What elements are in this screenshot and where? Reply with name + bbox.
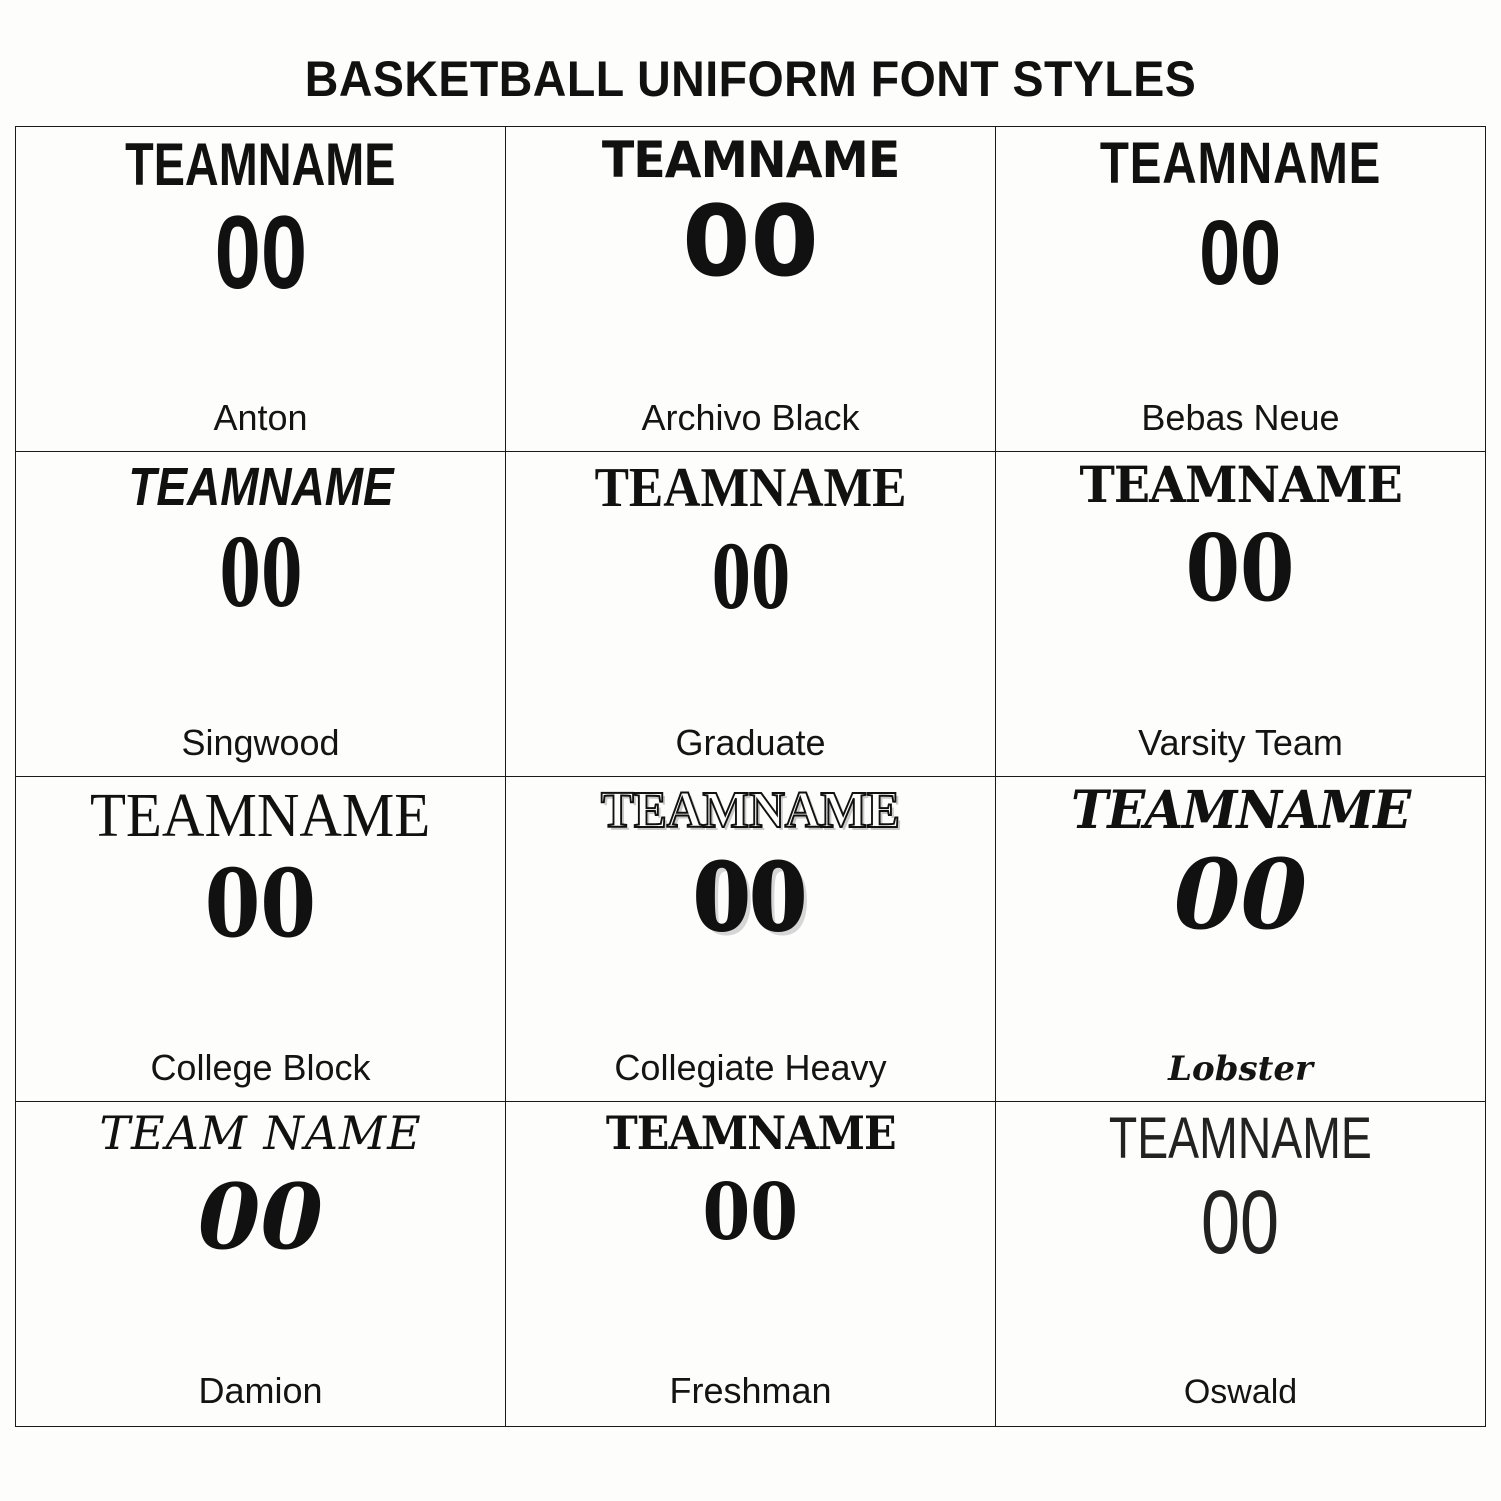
font-label: Damion <box>198 1369 323 1411</box>
font-sample-freshman <box>505 1101 996 1427</box>
jersey-number-text: 00 <box>1173 837 1308 951</box>
font-sample-lobster <box>995 776 1486 1102</box>
team-name-text: TEAMNAME <box>127 456 394 517</box>
team-name-text: TEAMNAME <box>601 130 900 189</box>
jersey-number-text: 00 <box>214 194 307 311</box>
font-sample-grid <box>16 126 1486 1426</box>
jersey-number-text: 00 <box>711 521 790 629</box>
jersey-number-text: 00 <box>1201 1172 1280 1273</box>
team-name-text: TEAMNAME <box>1109 1105 1372 1171</box>
font-sample-graduate <box>505 451 996 777</box>
team-name-text: TEAMNAME <box>90 781 431 850</box>
jersey-number-text: 00 <box>702 1166 799 1258</box>
team-name-text: TEAMNAME <box>1070 779 1411 841</box>
team-name-text: TEAMNAME <box>605 1105 896 1160</box>
jersey-number-text: 00 <box>1186 513 1295 622</box>
font-label: Oswald <box>1183 1372 1298 1411</box>
font-label: Bebas Neue <box>1141 396 1340 438</box>
jersey-number-text: 00 <box>1199 201 1282 304</box>
jersey-number-text: 00 <box>694 842 807 951</box>
jersey-number-text: 00 <box>682 184 819 299</box>
team-name-text: TEAMNAME <box>600 781 901 839</box>
team-name-text: TEAMNAME <box>594 456 907 519</box>
font-sample-singwood <box>15 451 506 777</box>
jersey-number-text: 00 <box>218 513 303 629</box>
font-sample-varsity-team <box>995 451 1486 777</box>
font-label: Lobster <box>1168 1048 1313 1089</box>
team-name-text: TEAM NAME <box>99 1105 422 1160</box>
jersey-number-text: 00 <box>197 1163 324 1270</box>
font-label: Singwood <box>181 721 340 763</box>
font-label: College Block <box>150 1046 371 1088</box>
team-name-text: TEAMNAME <box>1099 130 1382 196</box>
font-label: Graduate <box>675 721 826 763</box>
jersey-number-text: 00 <box>204 848 317 959</box>
font-sample-collegiate-heavy <box>505 776 996 1102</box>
font-label: Varsity Team <box>1138 721 1343 763</box>
team-name-text: TEAMNAME <box>125 130 396 198</box>
font-label: Archivo Black <box>641 396 860 438</box>
font-sample-anton <box>15 126 506 452</box>
font-label: Collegiate Heavy <box>614 1046 887 1088</box>
font-sample-bebas-neue <box>995 126 1486 452</box>
font-sample-oswald <box>995 1101 1486 1427</box>
font-label: Freshman <box>669 1369 832 1411</box>
font-sample-archivo-black <box>505 126 996 452</box>
font-sample-college-block <box>15 776 506 1102</box>
page-title: BASKETBALL UNIFORM FONT STYLES <box>304 51 1197 107</box>
team-name-text: TEAMNAME <box>1079 454 1402 514</box>
font-sample-damion <box>15 1101 506 1427</box>
font-label: Anton <box>213 396 308 438</box>
